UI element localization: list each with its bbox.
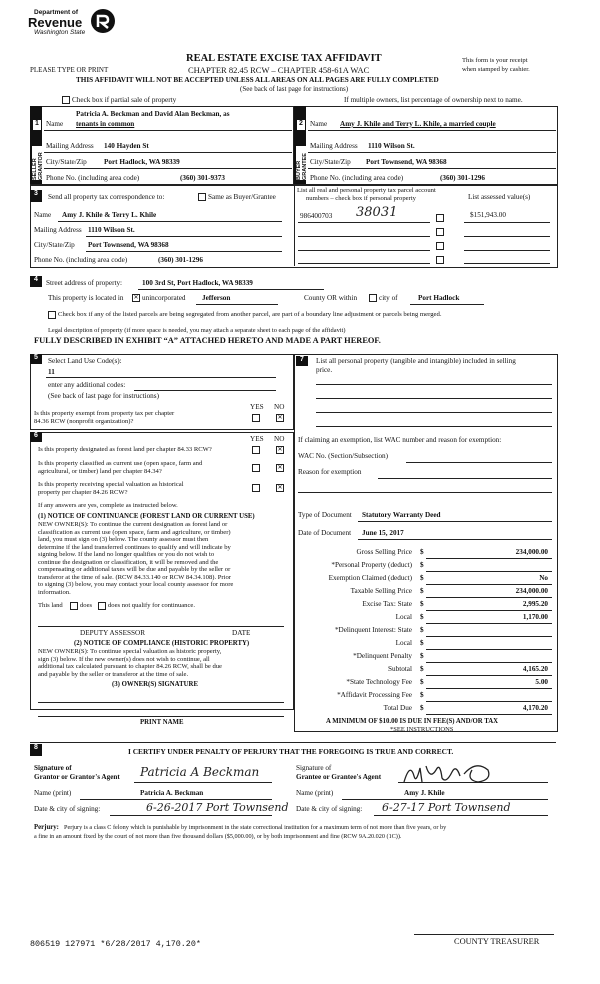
parcel-1-personal-checkbox[interactable] bbox=[436, 214, 444, 222]
warning-text: THIS AFFIDAVIT WILL NOT BE ACCEPTED UNLESS ALL AREAS ON ALL PAGES ARE FULLY COMPLETED bbox=[76, 76, 439, 84]
current-use-yes-checkbox[interactable] bbox=[252, 464, 260, 472]
tech-fee-label: *State Technology Fee bbox=[346, 678, 412, 686]
certify-text: I CERTIFY UNDER PENALTY OF PERJURY THAT THE FOREGOING IS TRUE AND CORRECT. bbox=[128, 747, 454, 756]
historic-q1: Is this property receiving special valuation as historical bbox=[38, 481, 184, 488]
grantor-name-label: Name (print) bbox=[34, 789, 72, 797]
historic-no-checkbox[interactable]: ✕ bbox=[277, 484, 283, 491]
subtotal-label: Subtotal bbox=[388, 665, 412, 673]
corr-mailing-label: Mailing Address bbox=[34, 226, 82, 234]
subtotal-value: 4,165.20 bbox=[522, 665, 548, 673]
special-valuation-section-num: 6 bbox=[30, 432, 42, 442]
logo-line2: Revenue bbox=[28, 15, 83, 30]
seller-phone-label: Phone No. (including area code) bbox=[46, 174, 140, 182]
corr-mailing: 1110 Wilson St. bbox=[88, 226, 135, 234]
taxable-price-value: 234,000.00 bbox=[515, 587, 548, 595]
buyer-name-label: Name bbox=[310, 120, 328, 128]
total-due-value: 4,170.20 bbox=[522, 704, 548, 712]
notice2-title: (2) NOTICE OF COMPLIANCE (HISTORIC PROPERTY) bbox=[74, 640, 250, 647]
wac-label: WAC No. (Section/Subsection) bbox=[298, 452, 389, 460]
corr-city-label: City/State/Zip bbox=[34, 241, 75, 249]
form-subtitle: CHAPTER 82.45 RCW – CHAPTER 458-61A WAC bbox=[188, 65, 370, 75]
forest-q: Is this property designated as forest land per chapter 84.33 RCW? bbox=[38, 446, 212, 453]
sec5-yes: YES bbox=[250, 403, 264, 411]
sec5-no: NO bbox=[274, 403, 285, 411]
land-use-code: 11 bbox=[48, 368, 55, 376]
sec6-no: NO bbox=[274, 435, 285, 443]
property-section-num: 4 bbox=[30, 276, 42, 287]
doc-date: June 15, 2017 bbox=[362, 529, 404, 537]
receipt-note-2: when stamped by cashier. bbox=[462, 66, 530, 73]
buyer-city: Port Townsend, WA 98368 bbox=[366, 158, 447, 166]
receipt-note-1: This form is your receipt bbox=[462, 57, 528, 64]
grantor-date-label: Date & city of signing: bbox=[34, 805, 101, 813]
qualifies-does-not-checkbox[interactable] bbox=[98, 602, 106, 610]
segregated-label: Check box if any of the listed parcels are being segregated from another parcel, are part of a boundary line adjustment or parcels being merged. bbox=[58, 311, 442, 318]
sec6-yes: YES bbox=[250, 435, 264, 443]
grantor-date: 6-26-2017 Port Townsend bbox=[146, 801, 289, 814]
logo-line1: Department of bbox=[34, 9, 79, 16]
historic-yes-checkbox[interactable] bbox=[252, 484, 260, 492]
perjury-line-1: Perjury is a class C felony which is punishable by imprisonment in the state correctional institution for a maximum term of not more than five years, or by bbox=[64, 824, 447, 831]
grantee-date-label: Date & city of signing: bbox=[296, 805, 363, 813]
grantor-sig-label-1: Signature of bbox=[34, 764, 72, 772]
please-type: PLEASE TYPE OR PRINT bbox=[30, 66, 109, 74]
doc-type-label: Type of Document bbox=[298, 511, 352, 519]
parcels-header-2: numbers – check box if personal property bbox=[306, 195, 416, 202]
does-label: does bbox=[80, 602, 93, 609]
buyer-phone-label: Phone No. (including area code) bbox=[310, 174, 404, 182]
parcel-4-personal-checkbox[interactable] bbox=[436, 256, 444, 264]
parcel-1-handwritten: 38031 bbox=[356, 205, 398, 220]
taxable-price-label: Taxable Selling Price bbox=[350, 587, 412, 595]
revenue-logo-icon bbox=[90, 8, 116, 34]
grantee-sig-label-1: Signature of bbox=[296, 764, 332, 772]
perjury-label: Perjury: bbox=[34, 824, 59, 831]
perjury-line-2: a fine in an amount fixed by the court of not more than five thousand dollars ($5,000.00), or by both imprisonment and fine (RCW 9A.20.020 (1C)). bbox=[34, 833, 402, 840]
same-as-buyer-checkbox[interactable] bbox=[198, 193, 206, 201]
buyer-mailing: 1110 Wilson St. bbox=[368, 142, 415, 150]
reason-label: Reason for exemption bbox=[298, 468, 362, 476]
corr-name: Amy J. Khile & Terry L. Khile bbox=[62, 211, 157, 219]
current-use-q2: agricultural, or timber) land per chapter 84.34? bbox=[38, 468, 162, 475]
delinquent-penalty-label: *Delinquent Penalty bbox=[353, 652, 412, 660]
total-due-label: Total Due bbox=[383, 704, 412, 712]
forest-no-checkbox[interactable]: ✕ bbox=[277, 446, 283, 453]
seller-city-label: City/State/Zip bbox=[46, 158, 87, 166]
parcels-header-1: List all real and personal property tax parcel account bbox=[297, 187, 436, 194]
see-back-header: (See back of last page for instructions) bbox=[240, 85, 349, 93]
city-of-label: city of bbox=[379, 294, 398, 302]
correspondence-section-num: 3 bbox=[30, 190, 42, 202]
historic-q2: property per chapter 84.26 RCW? bbox=[38, 489, 128, 496]
forest-yes-checkbox[interactable] bbox=[252, 446, 260, 454]
seller-name-line2: tenants in common bbox=[76, 120, 135, 128]
excise-local-label: Local bbox=[395, 613, 412, 621]
buyer-name: Amy J. Khile and Terry L. Khile, a married couple bbox=[340, 120, 496, 128]
unincorporated-checkbox[interactable]: ✕ bbox=[133, 294, 139, 301]
partial-sale-label: Check box if partial sale of property bbox=[72, 96, 177, 104]
personal-prop-label-2: price. bbox=[316, 366, 333, 374]
segregated-checkbox[interactable] bbox=[48, 311, 56, 319]
payment-stamp: 806519 127971 *6/28/2017 4,170.20* bbox=[30, 939, 201, 949]
seller-mailing: 140 Hayden St bbox=[104, 142, 149, 150]
seller-mailing-label: Mailing Address bbox=[46, 142, 94, 150]
exempt-q-line1: Is this property exempt from property tax per chapter bbox=[34, 410, 175, 417]
if-yes-note: If any answers are yes, complete as instructed below. bbox=[38, 502, 178, 509]
grantor-sig-label-2: Grantor or Grantor's Agent bbox=[34, 773, 120, 781]
county-treasurer-label: COUNTY TREASURER bbox=[454, 937, 540, 946]
exemption-label: If claiming an exemption, list WAC number and reason for exemption: bbox=[298, 436, 502, 444]
certify-section-num: 8 bbox=[30, 744, 42, 756]
street-label: Street address of property: bbox=[46, 279, 123, 287]
multiple-owners-note: If multiple owners, list percentage of ownership next to name. bbox=[344, 96, 523, 104]
street-address: 100 3rd St, Port Hadlock, WA 98339 bbox=[142, 279, 253, 287]
buyer-section-num: 2 bbox=[297, 120, 305, 130]
deputy-assessor-label: DEPUTY ASSESSOR bbox=[80, 629, 146, 637]
buyer-phone: (360) 301-1296 bbox=[440, 174, 485, 182]
current-use-q1: Is this property classified as current use (open space, farm and bbox=[38, 460, 203, 467]
this-land-label: This land bbox=[38, 602, 63, 609]
seller-name-line1: Patricia A. Beckman and David Alan Beckman, as bbox=[76, 110, 230, 118]
doc-date-label: Date of Document bbox=[298, 529, 352, 537]
owner-signature-label: (3) OWNER(S) SIGNATURE bbox=[112, 681, 198, 688]
seller-name-label: Name bbox=[46, 120, 64, 128]
gross-price-value: 234,000.00 bbox=[515, 548, 548, 556]
excise-state-value: 2,995.20 bbox=[522, 600, 548, 608]
buyer-city-label: City/State/Zip bbox=[310, 158, 351, 166]
minimum-fee-note: A MINIMUM OF $10.00 IS DUE IN FEE(S) AND/OR TAX bbox=[326, 718, 499, 725]
exempt-q-line2: 84.36 RCW (nonprofit organization)? bbox=[34, 418, 134, 425]
unincorporated-label: unincorporated bbox=[142, 294, 186, 302]
current-use-no-checkbox[interactable]: ✕ bbox=[277, 464, 283, 471]
processing-fee-label: *Affidavit Processing Fee bbox=[337, 691, 412, 699]
seller-city: Port Hadlock, WA 98339 bbox=[104, 158, 180, 166]
additional-codes-label: enter any additional codes: bbox=[48, 381, 126, 389]
parcel-3-personal-checkbox[interactable] bbox=[436, 242, 444, 250]
personal-property-label: *Personal Property (deduct) bbox=[331, 561, 412, 569]
exemption-claimed-label: Exemption Claimed (deduct) bbox=[328, 574, 412, 582]
grantor-name: Patricia A. Beckman bbox=[140, 789, 204, 797]
does-not-label: does not qualify for continuance. bbox=[108, 602, 195, 609]
doc-type: Statutory Warranty Deed bbox=[362, 511, 441, 519]
correspondence-label: Send all property tax correspondence to: bbox=[48, 193, 165, 201]
form-title: REAL ESTATE EXCISE TAX AFFIDAVIT bbox=[186, 53, 382, 64]
seller-phone: (360) 301-9373 bbox=[180, 174, 225, 182]
see-instructions-note: *SEE INSTRUCTIONS bbox=[390, 726, 454, 733]
exemption-claimed-value: No bbox=[539, 574, 548, 582]
corr-name-label: Name bbox=[34, 211, 52, 219]
grantee-name: Amy J. Khile bbox=[404, 789, 445, 797]
seller-side-label: SELLER GRANTOR bbox=[32, 146, 44, 180]
located-prefix: This property is located in bbox=[48, 294, 124, 302]
delinquent-interest-state-label: *Delinquent Interest: State bbox=[334, 626, 412, 634]
buyer-mailing-label: Mailing Address bbox=[310, 142, 358, 150]
land-use-section-num: 5 bbox=[30, 354, 42, 364]
exhibit-text: FULLY DESCRIBED IN EXHIBIT “A” ATTACHED HERETO AND MADE A PART HEREOF. bbox=[34, 336, 381, 345]
grantee-signature bbox=[400, 758, 496, 788]
county-name: Jefferson bbox=[202, 294, 231, 302]
corr-phone-label: Phone No. (including area code) bbox=[34, 256, 128, 264]
personal-prop-label-1: List all personal property (tangible and intangible) included in selling bbox=[316, 357, 516, 365]
excise-state-label: Excise Tax: State bbox=[362, 600, 412, 608]
excise-local-value: 1,170.00 bbox=[522, 613, 548, 621]
property-city: Port Hadlock bbox=[418, 294, 460, 302]
exempt-yes-checkbox[interactable] bbox=[252, 414, 260, 422]
delinquent-interest-local-label: Local bbox=[395, 639, 412, 647]
same-as-buyer-label: Same as Buyer/Grantee bbox=[208, 193, 276, 201]
county-or-label: County OR within bbox=[304, 294, 358, 302]
grantor-signature: Patricia A Beckman bbox=[140, 765, 260, 779]
corr-city: Port Townsend, WA 98368 bbox=[88, 241, 169, 249]
notice1-title: (1) NOTICE OF CONTINUANCE (FOREST LAND OR CURRENT USE) bbox=[38, 513, 255, 520]
tax-calc-section-num: 7 bbox=[296, 356, 308, 366]
land-use-label: Select Land Use Code(s): bbox=[48, 357, 122, 365]
land-use-see-back: (See back of last page for instructions) bbox=[48, 392, 159, 400]
legal-desc-label: Legal description of property (if more space is needed, you may attach a separate sheet to each page of the affidavit) bbox=[48, 327, 346, 334]
gross-price-label: Gross Selling Price bbox=[356, 548, 412, 556]
buyer-side-label: BUYER GRANTEE bbox=[296, 146, 308, 180]
print-name-label: PRINT NAME bbox=[140, 719, 184, 726]
corr-phone: (360) 301-1296 bbox=[158, 256, 203, 264]
deputy-date-label: DATE bbox=[232, 629, 251, 637]
logo-line3: Washington State bbox=[34, 29, 86, 36]
exempt-no-checkbox[interactable]: ✕ bbox=[277, 414, 283, 421]
parcel-1: 986400703 bbox=[300, 212, 333, 220]
tech-fee-value: 5.00 bbox=[535, 678, 548, 686]
assessed-header: List assessed value(s) bbox=[468, 193, 531, 201]
grantee-name-label: Name (print) bbox=[296, 789, 334, 797]
grantee-sig-label-2: Grantee or Grantee's Agent bbox=[296, 773, 382, 781]
qualifies-does-checkbox[interactable] bbox=[70, 602, 78, 610]
within-city-checkbox[interactable] bbox=[369, 294, 377, 302]
seller-section-num: 1 bbox=[33, 120, 41, 130]
assessed-1: $151,943.00 bbox=[470, 211, 506, 219]
partial-sale-checkbox[interactable] bbox=[62, 96, 70, 104]
grantee-date: 6-27-17 Port Townsend bbox=[382, 801, 511, 814]
parcel-2-personal-checkbox[interactable] bbox=[436, 228, 444, 236]
